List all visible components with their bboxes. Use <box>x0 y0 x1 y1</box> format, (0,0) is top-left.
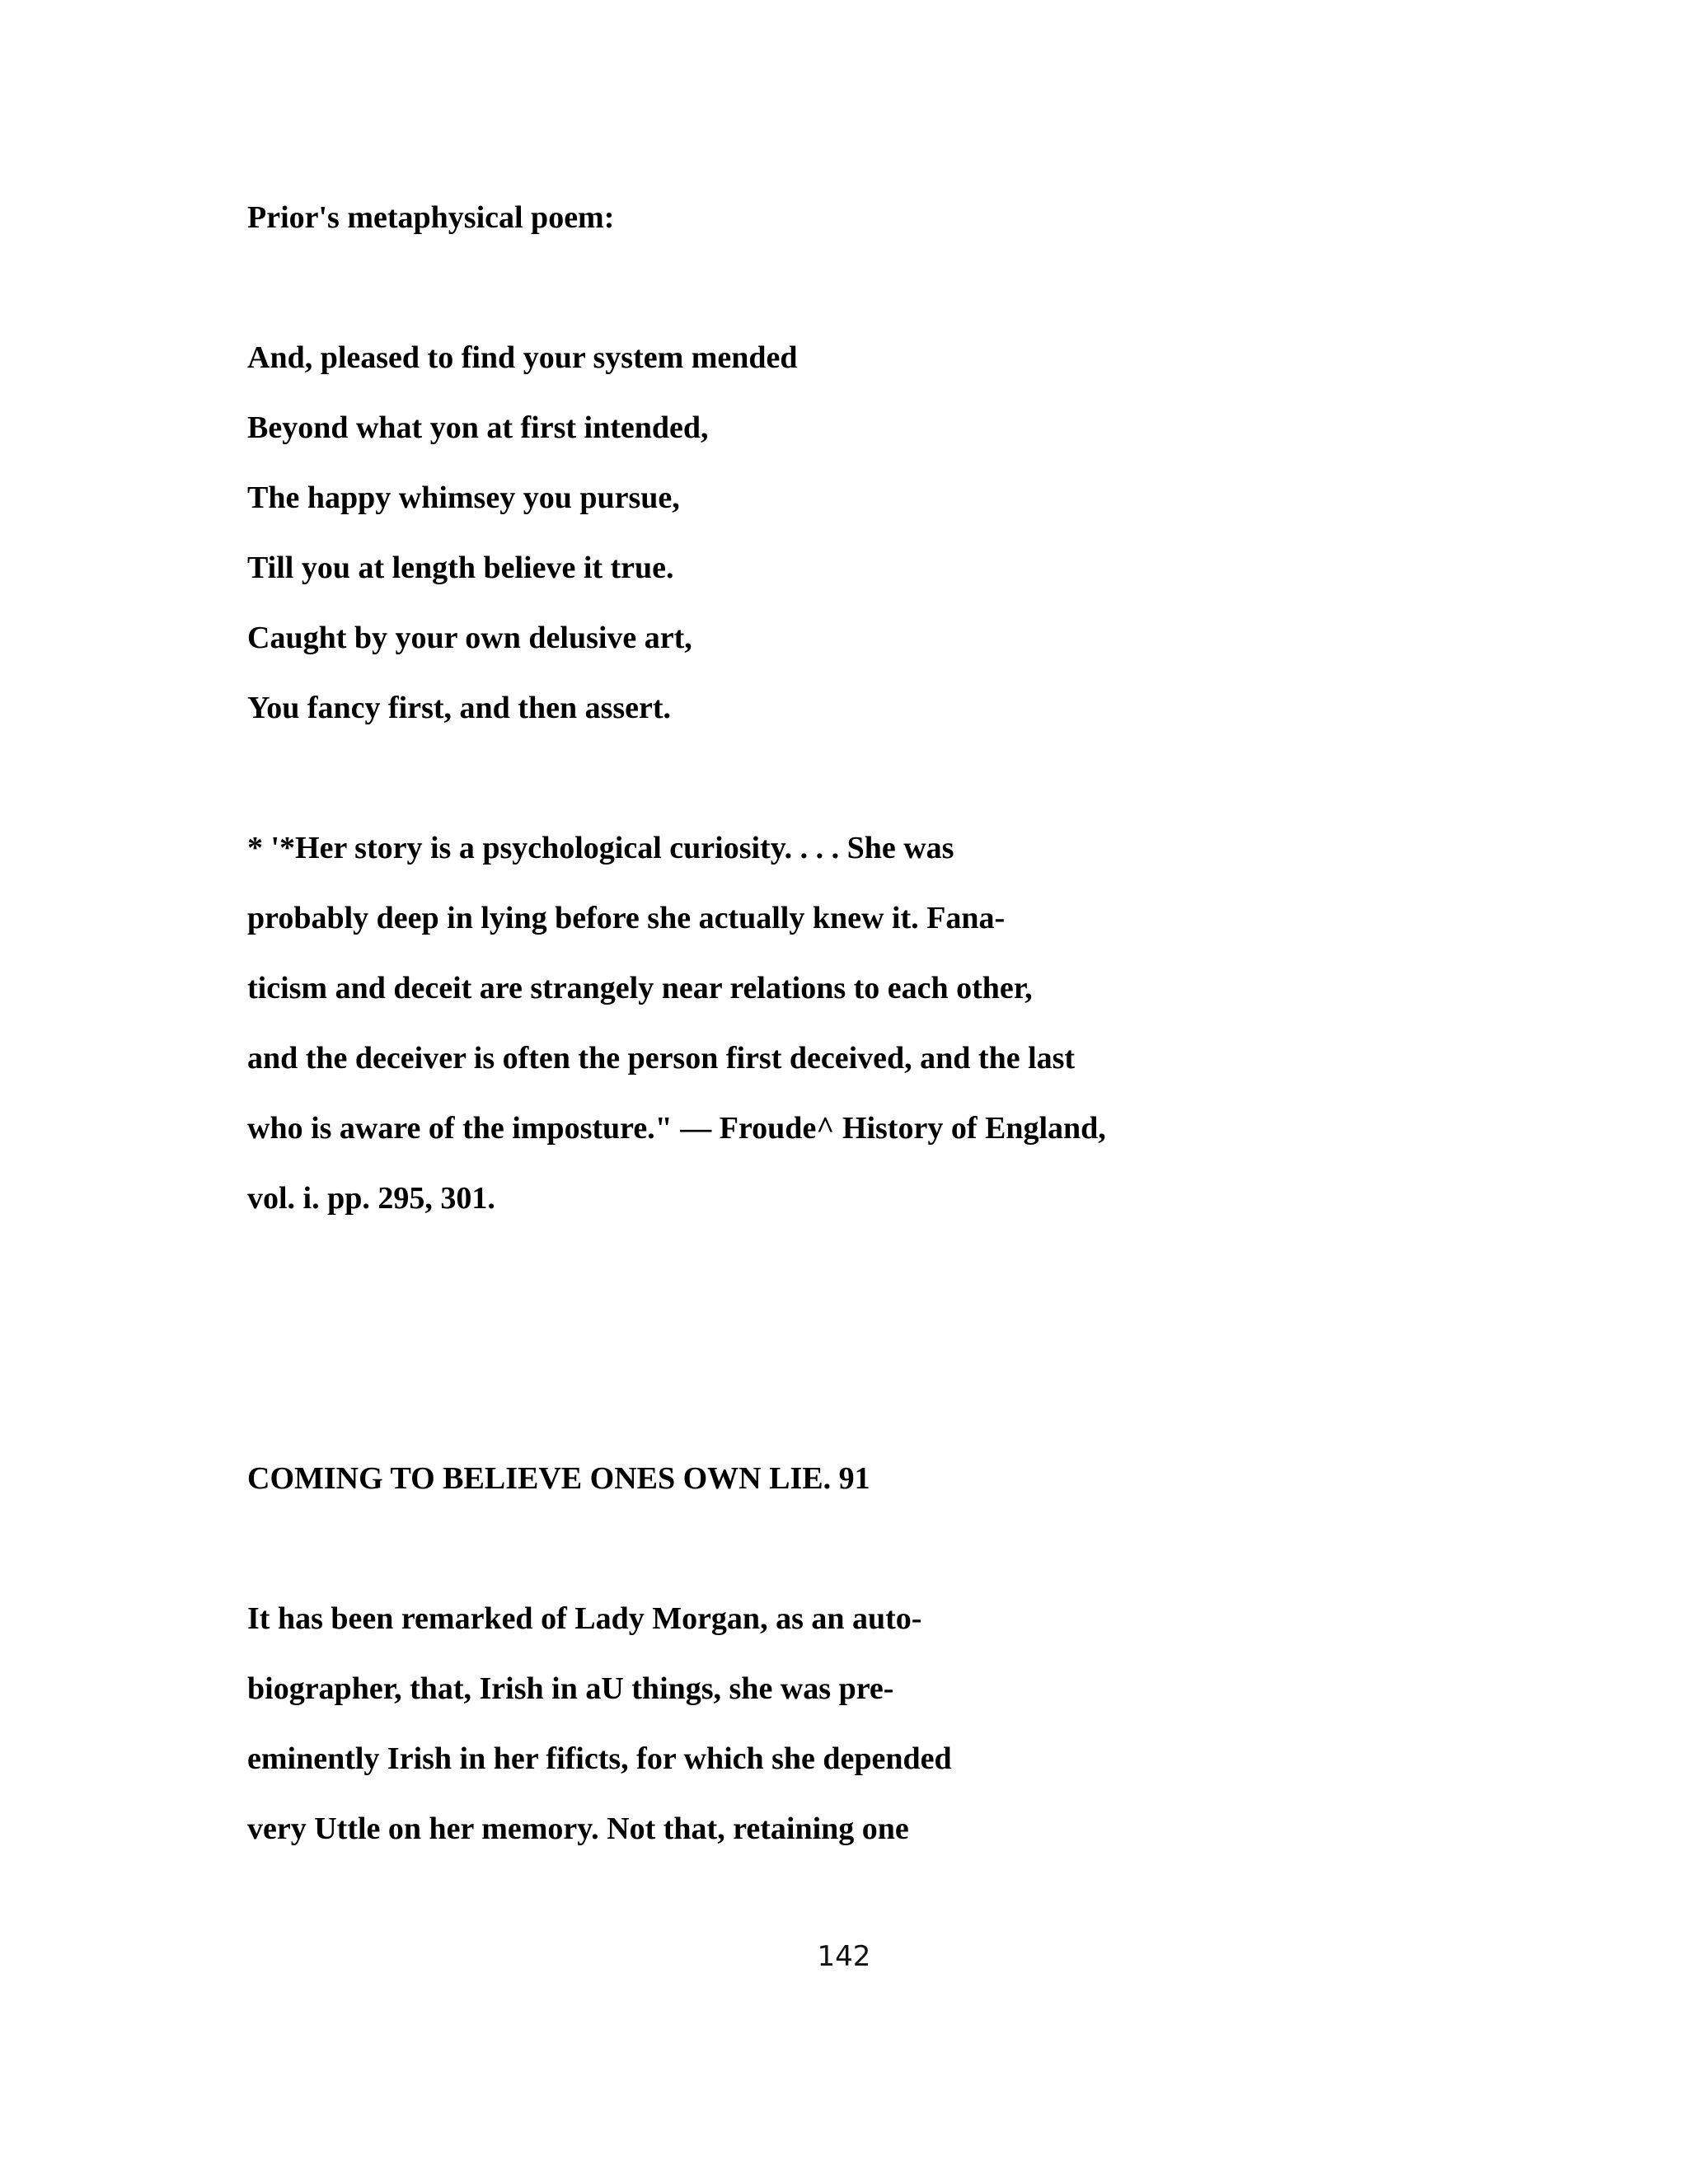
footnote-line-1: * '*Her story is a psychological curiosity. . . . She was <box>247 831 954 865</box>
poem-line-3: The happy whimsey you pursue, <box>247 480 680 515</box>
body-line-1: It has been remarked of Lady Morgan, as an auto- <box>247 1601 922 1636</box>
poem-line-1: And, pleased to find your system mended <box>247 340 798 375</box>
running-head: COMING TO BELIEVE ONES OWN LIE. 91 <box>247 1461 870 1496</box>
body-line-4: very Uttle on her memory. Not that, retaining one <box>247 1811 909 1846</box>
footnote-line-4: and the deceiver is often the person first deceived, and the last <box>247 1041 1076 1076</box>
footnote-line-6: vol. i. pp. 295, 301. <box>247 1181 495 1216</box>
intro-line: Prior's metaphysical poem: <box>247 200 615 235</box>
footnote-line-5: who is aware of the imposture." — Froude^ History of England, <box>247 1111 1106 1146</box>
body-line-3: eminently Irish in her fificts, for which she depended <box>247 1741 952 1776</box>
footnote-line-2: probably deep in lying before she actually knew it. Fana- <box>247 901 1006 935</box>
poem-line-5: Caught by your own delusive art, <box>247 621 692 655</box>
poem-line-4: Till you at length believe it true. <box>247 551 674 585</box>
footnote-line-3: ticism and deceit are strangely near relations to each other, <box>247 971 1033 1005</box>
poem-line-6: You fancy first, and then assert. <box>247 691 672 725</box>
body-line-2: biographer, that, Irish in aU things, she was pre- <box>247 1671 894 1706</box>
page-number: 142 <box>817 1940 871 1973</box>
poem-line-2: Beyond what yon at first intended, <box>247 410 709 445</box>
